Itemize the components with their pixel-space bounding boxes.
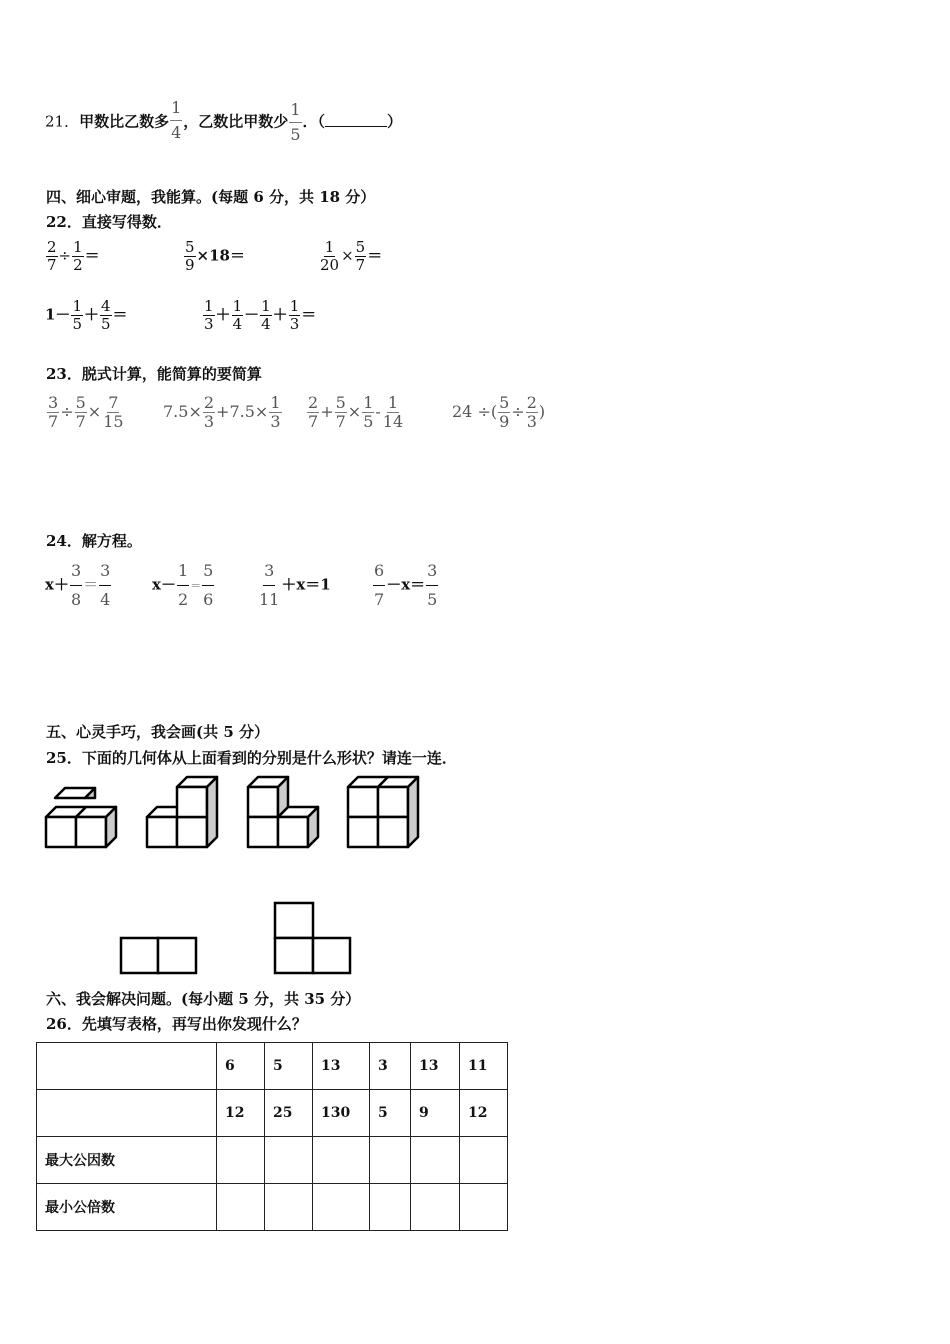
- table-cell: 13: [313, 1043, 370, 1090]
- table-cell: [37, 1043, 217, 1090]
- q22-expression-5: $\frac{1}{3}$ ＋ $\frac{1}{4}$ － $\frac{1}{4}$ ＋ $\frac{1}{3}$ ＝: [204, 297, 317, 333]
- q23-expression-4: 24 ÷( $\frac{5}{9}$ ÷ $\frac{2}{3}$ ): [452, 393, 546, 431]
- table-cell: 6: [217, 1043, 265, 1090]
- table-cell: 12: [217, 1090, 265, 1137]
- q23-expression-2: 7.5× $\frac{2}{3}$ +7.5× $\frac{1}{3}$: [163, 393, 281, 431]
- question-text: ，乙数比甲数少: [183, 112, 289, 131]
- answer-cell[interactable]: [460, 1137, 508, 1184]
- table-cell: 13: [411, 1043, 460, 1090]
- row-label-gcd: 最大公因数: [37, 1137, 217, 1184]
- table-cell: 12: [460, 1090, 508, 1137]
- answer-cell[interactable]: [265, 1184, 313, 1231]
- question-24-title: 24．解方程。: [46, 532, 142, 550]
- q22-expression-3: $\frac{1}{20}$ × $\frac{5}{7}$ ＝: [320, 238, 383, 274]
- q22-expression-2: $\frac{5}{9}$ ×18＝: [185, 238, 245, 274]
- row-label-lcm: 最小公倍数: [37, 1184, 217, 1231]
- table-row: [37, 1184, 508, 1231]
- cube-figure-3: [248, 777, 318, 847]
- q24-equation-1: x＋ $\frac{3}{8}$ ＝ $\frac{3}{4}$: [45, 561, 111, 609]
- table-cell: 130: [313, 1090, 370, 1137]
- answer-cell[interactable]: [370, 1137, 411, 1184]
- cube-figure-1: [46, 788, 116, 847]
- answer-cell[interactable]: [313, 1137, 370, 1184]
- question-26-title: 26．先填写表格，再写出你发现什么？: [46, 1015, 307, 1033]
- top-view-shapes: [0, 895, 400, 980]
- answer-cell[interactable]: [460, 1184, 508, 1231]
- question-number: 21．: [45, 112, 80, 131]
- table-cell: 5: [370, 1090, 411, 1137]
- section-5-title: 五、心灵手巧，我会画(共 5 分）: [46, 723, 269, 741]
- table-cell: 25: [265, 1090, 313, 1137]
- top-view-shape-1: [121, 938, 196, 973]
- answer-cell[interactable]: [313, 1184, 370, 1231]
- table-cell: [37, 1090, 217, 1137]
- question-23-title: 23．脱式计算，能简算的要简算: [46, 365, 262, 383]
- table-cell: 5: [265, 1043, 313, 1090]
- question-21: 21．甲数比乙数多 $\frac{1}{4}$ ，乙数比甲数少 $\frac{1}{5}$ ．（ ）: [45, 98, 403, 144]
- section-4-title: 四、细心审题，我能算。(每题 6 分，共 18 分）: [46, 188, 376, 206]
- q22-expression-1: $\frac{2}{7}$ ÷ $\frac{1}{2}$ ＝: [47, 238, 100, 274]
- table-cell: 3: [370, 1043, 411, 1090]
- q23-expression-3: $\frac{2}{7}$ + $\frac{5}{7}$ × $\frac{1}{5}$ - $\frac{1}{14}$: [308, 393, 404, 431]
- cube-figure-4: [348, 777, 418, 847]
- answer-cell[interactable]: [411, 1184, 460, 1231]
- table-row: [37, 1137, 508, 1184]
- number-table: [36, 1042, 508, 1231]
- table-cell: 11: [460, 1043, 508, 1090]
- q24-equation-4: $\frac{6}{7}$ －x＝ $\frac{3}{5}$: [374, 561, 438, 609]
- answer-blank[interactable]: [325, 114, 387, 127]
- table-row: [37, 1043, 508, 1090]
- cube-figure-2: [147, 777, 217, 847]
- answer-cell[interactable]: [265, 1137, 313, 1184]
- question-text: 甲数比乙数多: [79, 112, 170, 131]
- q24-equation-2: x－ $\frac{1}{2}$ ＝ $\frac{5}{6}$: [152, 561, 214, 609]
- q22-expression-4: 1－ $\frac{1}{5}$ ＋ $\frac{4}{5}$ ＝: [45, 297, 128, 333]
- cube-figures: [0, 770, 440, 860]
- table-row: [37, 1090, 508, 1137]
- answer-cell[interactable]: [217, 1137, 265, 1184]
- answer-cell[interactable]: [370, 1184, 411, 1231]
- answer-cell[interactable]: [217, 1184, 265, 1231]
- section-6-title: 六、我会解决问题。(每小题 5 分，共 35 分）: [46, 990, 361, 1008]
- fraction: $\frac{1}{5}$: [290, 100, 301, 144]
- q24-equation-3: $\frac{3}{11}$ ＋x＝1: [259, 561, 331, 609]
- answer-cell[interactable]: [411, 1137, 460, 1184]
- fraction: $\frac{1}{4}$: [171, 98, 182, 142]
- question-22-title: 22．直接写得数．: [46, 213, 172, 231]
- table-cell: 9: [411, 1090, 460, 1137]
- top-view-shape-2: [275, 903, 350, 973]
- q23-expression-1: $\frac{3}{7}$ ÷ $\frac{5}{7}$ × $\frac{7}{15}$: [48, 393, 124, 431]
- question-25-title: 25．下面的几何体从上面看到的分别是什么形状？请连一连．: [46, 749, 457, 767]
